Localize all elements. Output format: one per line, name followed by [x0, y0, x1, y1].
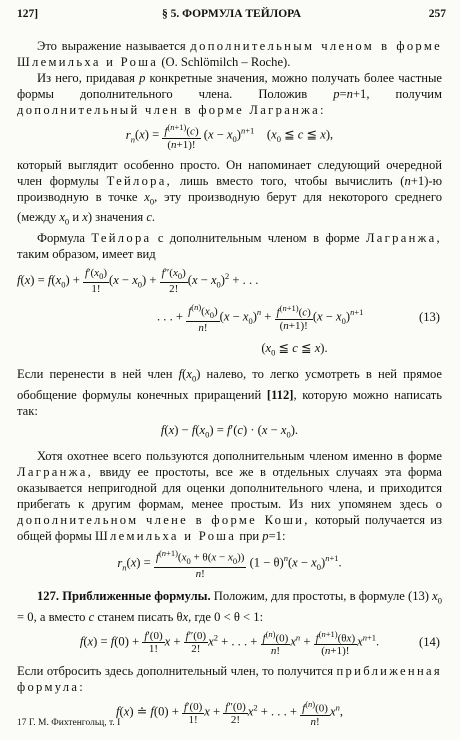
formula-13-condition: ($x_0$ ≦ c ≦ x).: [261, 340, 328, 358]
footer-signature: 17 Г. М. Фихтенгольц, т. I: [17, 718, 121, 728]
paragraph-taylor-form: Формула Тейлора с дополнительным членом в форме Лагранжа, таким образом, имеет вид: [17, 230, 442, 261]
formula-13-line1: $f(x) = f(x_0)$ + $\frac{f'(x_0)}{1!}$ $(x - x_0)$ + $\frac{f''(x_0)}{2!}$ $(x - x_0)^2$ + . . .: [17, 266, 259, 295]
page-body: [17, 38, 442, 734]
paragraph-generalization: Если перенести в ней член $f(x_0)$ налево, то легко усмотреть в ней прямое обобщение формулы конечных приращений [112], которую можно написать так:: [17, 367, 443, 418]
formula-cauchy-remainder: $r_n(x)$ = $\frac{f^{(n+1)}(x_0 + \theta(x - x_0))}{n!}$ $(1 - \theta)^n(x - x_0)^{n+1}$.: [117, 548, 342, 581]
chapter-title: § 5. ФОРМУЛА ТЕЙЛОРА: [161, 8, 302, 20]
section-ref: 127]: [17, 8, 39, 20]
paragraph-schlomilch: Это выражение называется дополнительным членом в форме Шлемильха и Роша (O. Schlömilch – Roche).: [17, 39, 442, 69]
paragraph-lagrange-intro: Из него, придавая p конкретные значения, можно получать более частные формы дополнительного члена. Положив p=n+1, получим дополнительный член в форме Лагранжа:: [17, 71, 443, 117]
equation-number-13: (13): [419, 310, 440, 325]
formula-13-line2: . . . + $\frac{f^{(n)}(x_0)}{n!}$ $(x - x_0)^n$ + $\frac{f^{(n+1)}(c)}{(n+1)!}$ $(x - x_0)^{n+1}$ (13): [157, 301, 440, 334]
formula-approximate: f(x) ≐ f(0) + $\frac{f'(0)}{1!}$ x + $\frac{f''(0)}{2!}$ $x^2$ + . . . + $\frac{f^{(n)}(0)}{n!}$ $x^n$,: [116, 699, 343, 728]
paragraph-approx: Если отбросить здесь дополнительный член, то получится приближенная формула:: [17, 664, 442, 695]
formula-14: f(x) = f(0) + $\frac{f'(0)}{1!}$ x + $\frac{f''(0)}{2!}$ $x^2$ + . . . + $\frac{f^{(n)}(0)}{n!}$ $x^n$ + $\frac{f^{(n+1)}(\theta x)}{(n+1)!}$ $x^{n+1}$. (14): [79, 628, 440, 658]
formula-finite-increments: $f(x) - f(x_0) = f'(c) \cdot (x - x_0)$.: [160, 422, 299, 440]
formula-lagrange-remainder: $r_n(x)$ = $\frac{f^{(n+1)}(c)}{(n+1)!}$ $(x - x_0)^{n+1}$ ($x_0$ ≦ c ≦ x),: [125, 122, 334, 151]
paragraph-cauchy: Хотя охотнее всего пользуются дополнительным членом именно в форме Лагранжа, ввиду ее простоты, все же в отдельных случаях эта форма оказывается непригодной для оценки дополнительного члена, и приходится прибегать к другим формам, менее простым. Из них упомянем здесь о дополнительном члене в форме Коши, который получается из общей формы Шлемильха и Роша при p=1:: [17, 449, 443, 544]
page-number: 257: [428, 8, 446, 20]
section-127: 127. Приближенные формулы. Положим, для простоты, в формуле (13) $x_0 = 0$, а вместо c станем писать θx, где 0 < θ < 1:: [17, 589, 442, 624]
running-header: [17, 8, 446, 26]
equation-number-14: (14): [419, 635, 440, 650]
paragraph-explain: который выглядит особенно просто. Он напоминает следующий очередной член формулы Тейлора, лишь вместо того, чтобы вычислить (n+1)-ю производную в точке $x_0$, эту производную берут для некоторого среднего (между $x_0$ и x) значения c.: [17, 157, 442, 227]
